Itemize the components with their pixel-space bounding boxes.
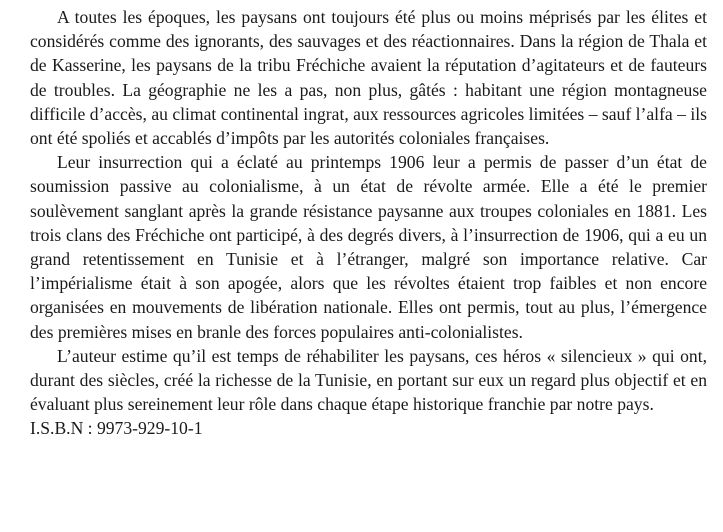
paragraph-peasants-contempt: A toutes les époques, les paysans ont toujours été plus ou moins méprisés par les élites et considérés comme des ignorants, des sauvages et des réactionnaires. Dans la région de Thala et de Kasserine, les paysans de la tribu Fréchiche avaient la réputation d’agitateurs et de fauteurs de troubles. La géographie ne les a pas, non plus, gâtés : habitant une région montagneuse difficile d’accès, au climat continental ingrat, aux ressources agricoles limitées – sauf l’alfa – ils ont été spoliés et accablés d’impôts par les autorités coloniales françaises.: [30, 7, 707, 149]
isbn-line: I.S.B.N : 9973-929-10-1: [30, 418, 203, 439]
paragraph-insurrection-1906: Leur insurrection qui a éclaté au printemps 1906 leur a permis de passer d’un état de soumission passive au colonialisme, à un état de révolte armée. Elle a été le premier soulèvement sanglant après la grande résistance paysanne aux troupes coloniales en 1881. Les trois clans des Fréchiche ont participé, à des degrés divers, à l’insurrection de 1906, qui a eu un grand retentissement en Tunisie et à l’étranger, malgré son importance relative. Car l’impérialisme était à son apogée, alors que les révoltes étaient trop faibles et non encore organisées en mouvements de libération nationale. Elles ont permis, tout au plus, l’émergence des premières mises en branle des forces populaires anti-colonialistes.: [30, 152, 707, 342]
paragraph-author-opinion: L’auteur estime qu’il est temps de réhabiliter les paysans, ces héros « silencieux » qui ont, durant des siècles, créé la richesse de la Tunisie, en portant sur eux un regard plus objectif et en évaluant plus sereinement leur rôle dans chaque étape historique franchie par notre pays.: [30, 345, 707, 415]
